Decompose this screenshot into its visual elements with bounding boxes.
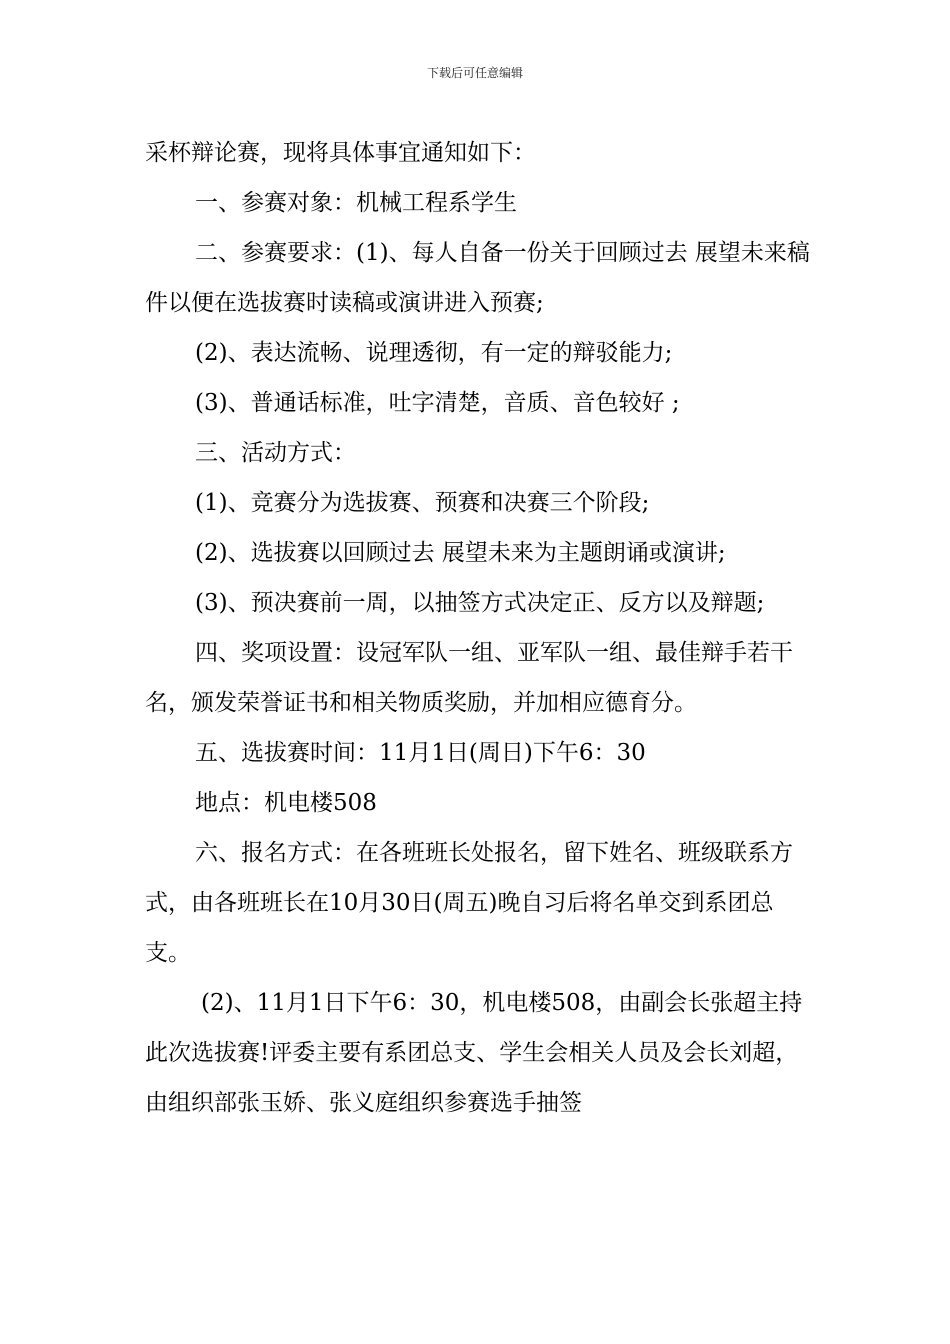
paragraph-time: 五、选拔赛时间：11月1日(周日)下午6：30 — [195, 740, 646, 766]
paragraph-format-3: (3)、预决赛前一周，以抽签方式决定正、反方以及辩题; — [195, 590, 765, 616]
paragraph-activity-format: 三、活动方式： — [195, 440, 356, 466]
paragraph-location: 地点：机电楼508 — [195, 790, 377, 816]
paragraph-format-2: (2)、选拔赛以回顾过去 展望未来为主题朗诵或演讲; — [195, 540, 726, 566]
paragraph-awards: 四、奖项设置：设冠军队一组、亚军队一组、最佳辩手若干名，颁发荣誉证书和相关物质奖励，并加相应德育分。 — [145, 640, 793, 716]
paragraph-requirement-2: (2)、表达流畅、说理透彻，有一定的辩驳能力; — [195, 340, 673, 366]
paragraph-format-1: (1)、竞赛分为选拔赛、预赛和决赛三个阶段; — [195, 490, 650, 516]
document-body — [145, 128, 810, 1128]
page-header: 下载后可任意编辑 — [426, 66, 523, 80]
paragraph-participants: 一、参赛对象：机械工程系学生 — [195, 190, 517, 216]
paragraph-requirements: 二、参赛要求：(1)、每人自备一份关于回顾过去 展望未来稿件以便在选拔赛时读稿或演讲进入预赛; — [145, 240, 810, 316]
paragraph-selection-details: (2)、11月1日下午6：30，机电楼508，由副会长张超主持此次选拔赛!评委主要有系团总支、学生会相关人员及会长刘超，由组织部张玉娇、张义庭组织参赛选手抽签 — [145, 990, 803, 1116]
paragraph-intro: 采杯辩论赛，现将具体事宜通知如下： — [145, 140, 536, 166]
paragraph-requirement-3: (3)、普通话标准，吐字清楚，音质、音色较好 ; — [195, 390, 680, 416]
paragraph-registration: 六、报名方式：在各班班长处报名，留下姓名、班级联系方式，由各班班长在10月30日(周五)晚自习后将名单交到系团总支。 — [145, 840, 793, 966]
